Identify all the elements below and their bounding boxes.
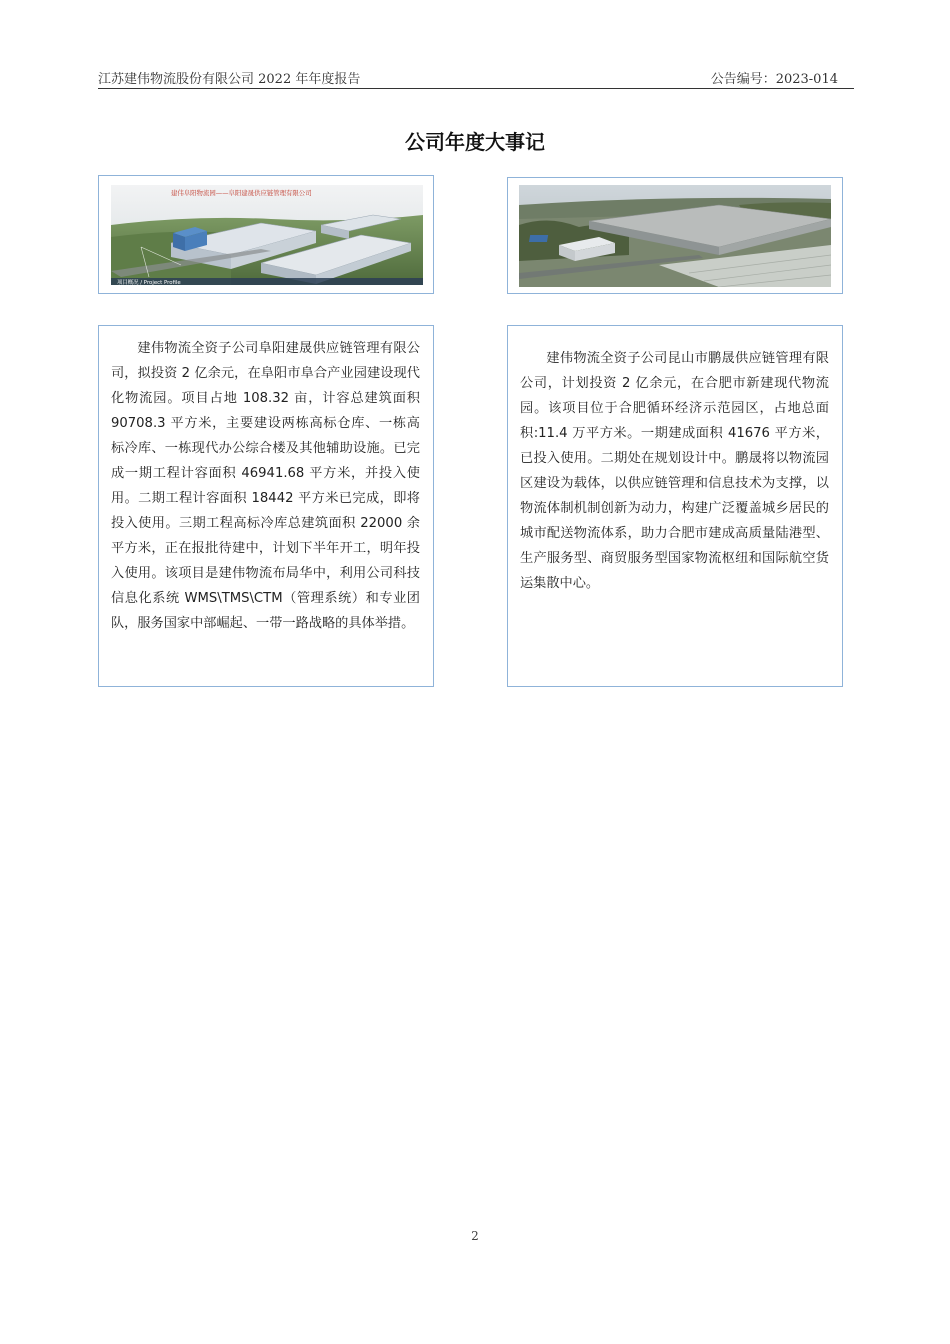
header-rule — [98, 88, 854, 89]
header-company-report: 江苏建伟物流股份有限公司 2022 年年度报告 — [98, 72, 361, 87]
left-photo-caption: 项目概况 / Project Profile — [117, 280, 181, 285]
right-photo-frame — [507, 177, 843, 294]
left-text-box — [98, 325, 434, 687]
page-title: 公司年度大事记 — [405, 130, 545, 154]
page-number: 2 — [471, 1229, 479, 1243]
header-notice-number: 公告编号：2023-014 — [710, 72, 838, 87]
left-photo-banner: 建伟阜阳物流园——阜阳建晟供应链管理有限公司 — [171, 189, 312, 197]
left-description: 建伟物流全资子公司阜阳建晟供应链管理有限公司，拟投资 2 亿余元，在阜阳市阜合产业园建设现代化物流园。项目占地 108.32 亩，计容总建筑面积 90708.3 平方米，主要建设两栋高标仓库、一栋高标冷库、一栋现代办公综合楼及其他辅助设施。已完成一期工程计容面积 46941.68 平方米，并投入使用。二期工程计容面积 18442 平方米已完成，即将投入使用。三期工程高标冷库总建筑面积 22000 余平方米，正在报批待建中，计划下半年开工，明年投入使用。该项目是建伟物流布局华中，利用公司科技信息化系统 WMS\TMS\CTM（管理系统）和专业团队，服务国家中部崛起、一带一路战略的具体举措。 — [111, 341, 420, 631]
right-photo-aerial — [519, 185, 831, 287]
left-photo-rendering — [111, 185, 423, 285]
left-photo-frame — [98, 175, 434, 294]
right-description: 建伟物流全资子公司昆山市鹏晟供应链管理有限公司，计划投资 2 亿余元，在合肥市新建现代物流园。该项目位于合肥循环经济示范园区，占地总面积:11.4 万平方米。一期建成面积 41676 平方米，已投入使用。二期处在规划设计中。鹏晟将以物流园区建设为载体，以供应链管理和信息技术为支撑，以物流体制机制创新为动力，构建广泛覆盖城乡居民的城市配送物流体系，助力合肥市建成高质量陆港型、生产服务型、商贸服务型国家物流枢纽和国际航空货运集散中心。 — [520, 351, 829, 591]
right-text-box — [507, 325, 843, 687]
